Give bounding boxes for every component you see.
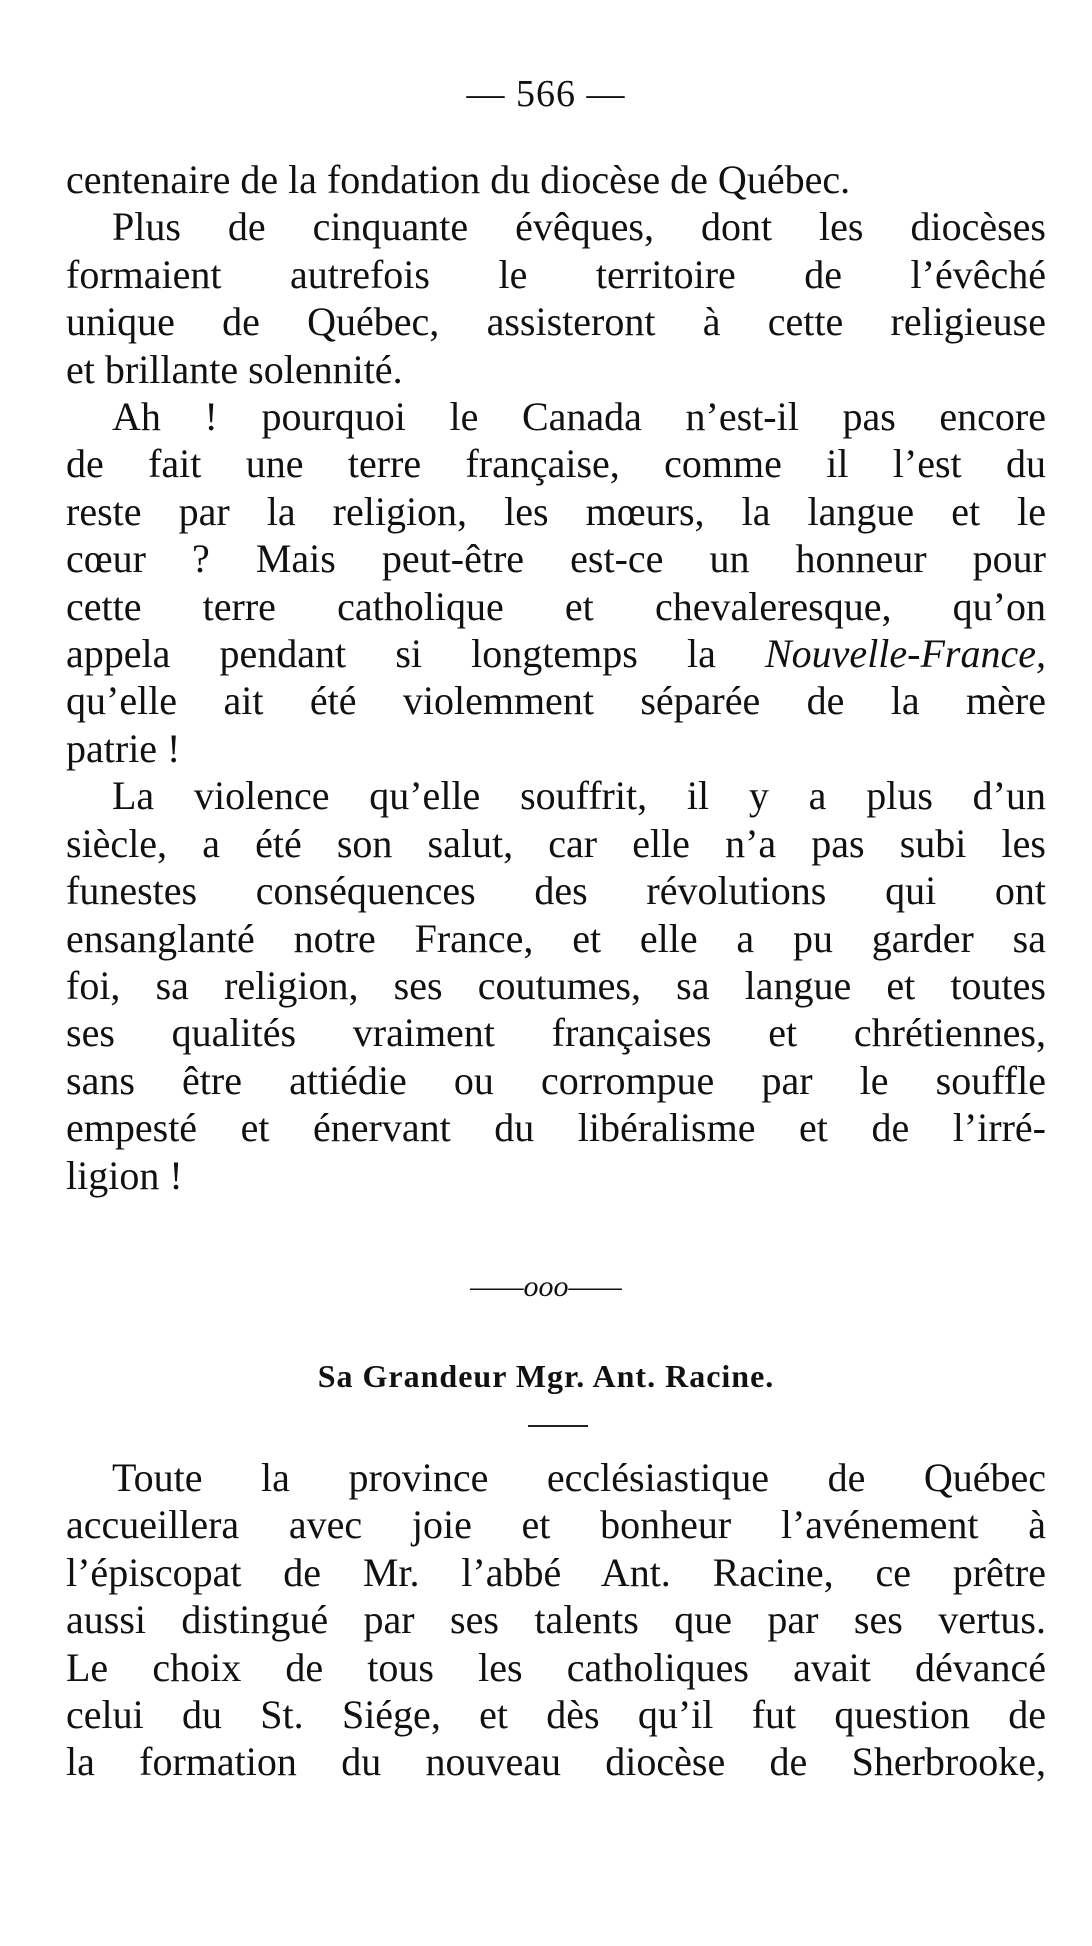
text-line: ses qualités vraiment françaises et chrétiennes, xyxy=(66,1010,1046,1056)
text-line: cœur ? Mais peut-être est-ce un honneur pour xyxy=(66,536,1046,582)
text-line: centenaire de la fondation du diocèse de Québec. xyxy=(66,157,851,202)
body-text-bottom xyxy=(66,1454,1046,1786)
italic-term: Nouvelle-France, xyxy=(765,631,1046,677)
text-line-with-italic xyxy=(66,630,1046,677)
text-line: ligion ! xyxy=(66,1152,183,1198)
text-line: et brillante solennité. xyxy=(66,346,403,392)
text-line: sans être attiédie ou corrompue par le souffle xyxy=(66,1057,1046,1103)
text-line: siècle, a été son salut, car elle n’a pas subi les xyxy=(66,820,1046,866)
text-line: ensanglanté notre France, et elle a pu garder sa xyxy=(66,915,1046,961)
text-line: accueillera avec joie et bonheur l’avénement à xyxy=(66,1502,1046,1548)
text-line: La violence qu’elle souffrit, il y a plus d’un xyxy=(112,773,1046,819)
text-line: Le choix de tous les catholiques avait dévancé xyxy=(66,1644,1046,1690)
text-line: celui du St. Siége, et dès qu’il fut question de xyxy=(66,1692,1046,1738)
text-line: funestes conséquences des révolutions qui ont xyxy=(66,868,1046,914)
section-heading: Sa Grandeur Mgr. Ant. Racine. xyxy=(317,1358,775,1394)
text-line: la formation du nouveau diocèse de Sherbrooke, xyxy=(66,1739,1046,1785)
text-segment: appela pendant si longtemps la xyxy=(66,631,765,677)
heading-rule xyxy=(528,1425,588,1427)
body-text-top xyxy=(66,156,1046,1199)
page-number: — 566 — xyxy=(466,73,626,115)
text-line: l’épiscopat de Mr. l’abbé Ant. Racine, ce prêtre xyxy=(66,1549,1046,1595)
text-line: patrie ! xyxy=(66,725,181,771)
section-separator: ——ooo—— xyxy=(470,1270,622,1303)
text-line: foi, sa religion, ses coutumes, sa langue et toutes xyxy=(66,962,1046,1008)
text-line: Toute la province ecclésiastique de Québec xyxy=(112,1455,1046,1500)
text-line: cette terre catholique et chevaleresque, qu’on xyxy=(66,583,1046,629)
text-line: reste par la religion, les mœurs, la langue et le xyxy=(66,488,1046,534)
text-line: de fait une terre française, comme il l’est du xyxy=(66,441,1046,487)
text-line: formaient autrefois le territoire de l’évêché xyxy=(66,251,1046,297)
text-line: qu’elle ait été violemment séparée de la mère xyxy=(66,678,1046,724)
text-line: Ah ! pourquoi le Canada n’est-il pas encore xyxy=(112,394,1046,440)
text-line: Plus de cinquante évêques, dont les diocèses xyxy=(112,204,1046,250)
text-line: empesté et énervant du libéralisme et de l’irré- xyxy=(66,1105,1046,1151)
text-line: unique de Québec, assisteront à cette religieuse xyxy=(66,299,1046,345)
text-line: aussi distingué par ses talents que par ses vertus. xyxy=(66,1597,1046,1643)
